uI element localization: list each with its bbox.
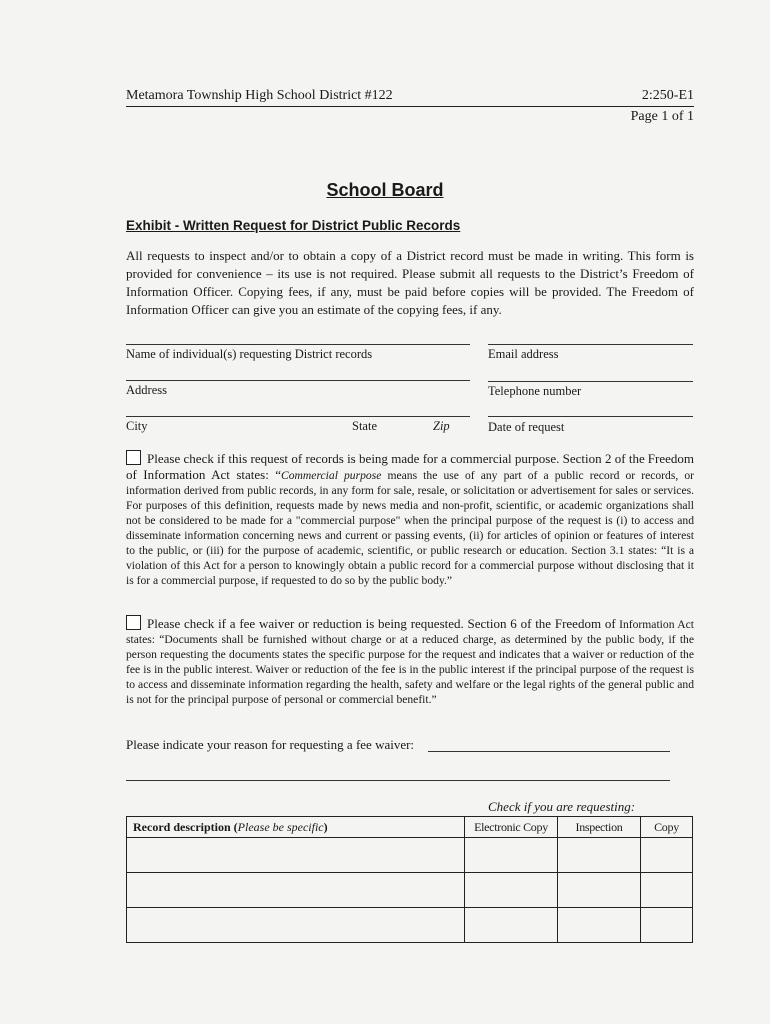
commercial-purpose-checkbox[interactable] — [126, 450, 141, 465]
district-name: Metamora Township High School District #122 — [126, 88, 393, 103]
header-rule — [126, 106, 694, 107]
record-description-header: Record description (Please be specific) — [127, 817, 465, 838]
copy-cell[interactable] — [641, 838, 693, 873]
check-requesting-label: Check if you are requesting: — [488, 799, 636, 814]
inspection-header: Inspection — [558, 817, 641, 838]
telephone-label: Telephone number — [488, 384, 582, 398]
copy-cell[interactable] — [641, 908, 693, 943]
fee-waiver-checkbox[interactable] — [126, 615, 141, 630]
intro-paragraph: All requests to inspect and/or to obtain a copy of a District record must be made in writing. This form is provided for convenience – its use is not required. Please submit all requests to the District’s Freedom of Information Officer. Copying fees, if any, must be paid before copies will be provided. The Freedom of Information Officer can give you an estimate of the copying fees, if any. — [126, 248, 694, 317]
record-description-cell[interactable] — [127, 908, 465, 943]
copy-cell[interactable] — [641, 873, 693, 908]
zip-label: Zip — [433, 419, 450, 433]
electronic-copy-cell[interactable] — [465, 873, 558, 908]
record-description-cell[interactable] — [127, 838, 465, 873]
reason-label: Please indicate your reason for requesting a fee waiver: — [126, 737, 415, 752]
reason-field-continued[interactable] — [126, 780, 670, 781]
table-row — [127, 838, 693, 873]
record-description-cell[interactable] — [127, 873, 465, 908]
telephone-field[interactable] — [488, 381, 693, 382]
state-label: State — [352, 419, 377, 433]
electronic-copy-header: Electronic Copy — [465, 817, 558, 838]
exhibit-subtitle: Exhibit - Written Request for District Public Records — [126, 218, 461, 233]
city-state-zip-field[interactable] — [126, 416, 470, 417]
reason-field[interactable] — [428, 751, 670, 752]
commercial-term: Commercial purpose — [281, 469, 382, 482]
records-table — [126, 816, 693, 943]
date-field[interactable] — [488, 416, 693, 417]
page-title: School Board — [326, 180, 444, 200]
fee-waiver-section — [126, 615, 694, 707]
commercial-text: means the use of any part of a public record or records, or information derived from public records, in any form for sale, resale, or solicitation or advertisement for sales or services. For purposes of this definition, requests made by news media and non-profit, scientific, or academic organizations shall not be considered to be made for a "commercial purpose" when the principal purpose of the request is (i) to access and disseminate information concerning news and current or passing events, (ii) for articles of opinion or features of interest to the public, or (iii) for the purpose of academic, scientific, or public research or education. Section 3.1 states: “It is a violation of this Act for a person to knowingly obtain a public record for a commercial purpose without disclosing that it is for a commercial purpose, if requested to do so by the public body.” — [126, 469, 694, 587]
inspection-cell[interactable] — [558, 838, 641, 873]
address-label: Address — [126, 383, 167, 397]
electronic-copy-cell[interactable] — [465, 908, 558, 943]
inspection-cell[interactable] — [558, 873, 641, 908]
name-label: Name of individual(s) requesting District records — [126, 347, 373, 361]
table-row — [127, 873, 693, 908]
commercial-foia-intro: Freedom of Information Act states: “ — [126, 451, 694, 482]
electronic-copy-cell[interactable] — [465, 838, 558, 873]
policy-code: 2:250-E1 — [641, 88, 694, 103]
email-label: Email address — [488, 347, 559, 361]
name-field[interactable] — [126, 344, 470, 345]
inspection-cell[interactable] — [558, 908, 641, 943]
commercial-purpose-section — [126, 450, 694, 588]
city-label: City — [126, 419, 148, 433]
waiver-lead: Please check if a fee waiver or reduction is being requested. Section 6 of the Freedom of — [147, 616, 616, 631]
email-field[interactable] — [488, 344, 693, 345]
address-field[interactable] — [126, 380, 470, 381]
copy-header: Copy — [641, 817, 693, 838]
date-label: Date of request — [488, 420, 565, 434]
table-header-row — [127, 817, 693, 838]
waiver-text: Information Act states: “Documents shall be furnished without charge or at a reduced charge, as determined by the public body, if the person requesting the documents states the specific purpose for the request and indicates that a waiver or reduction of the fee is in the public interest. Waiver or reduction of the fee is in the public interest if the principal purpose of the request is to access and disseminate information regarding the health, safety and welfare or the legal rights of the general public and is not for the principal purpose of personal or commercial benefit.” — [126, 618, 695, 706]
page-number: Page 1 of 1 — [630, 109, 694, 124]
table-row — [127, 908, 693, 943]
commercial-lead: Please check if this request of records is being made for a commercial purpose. Section 2 of the — [147, 451, 645, 466]
